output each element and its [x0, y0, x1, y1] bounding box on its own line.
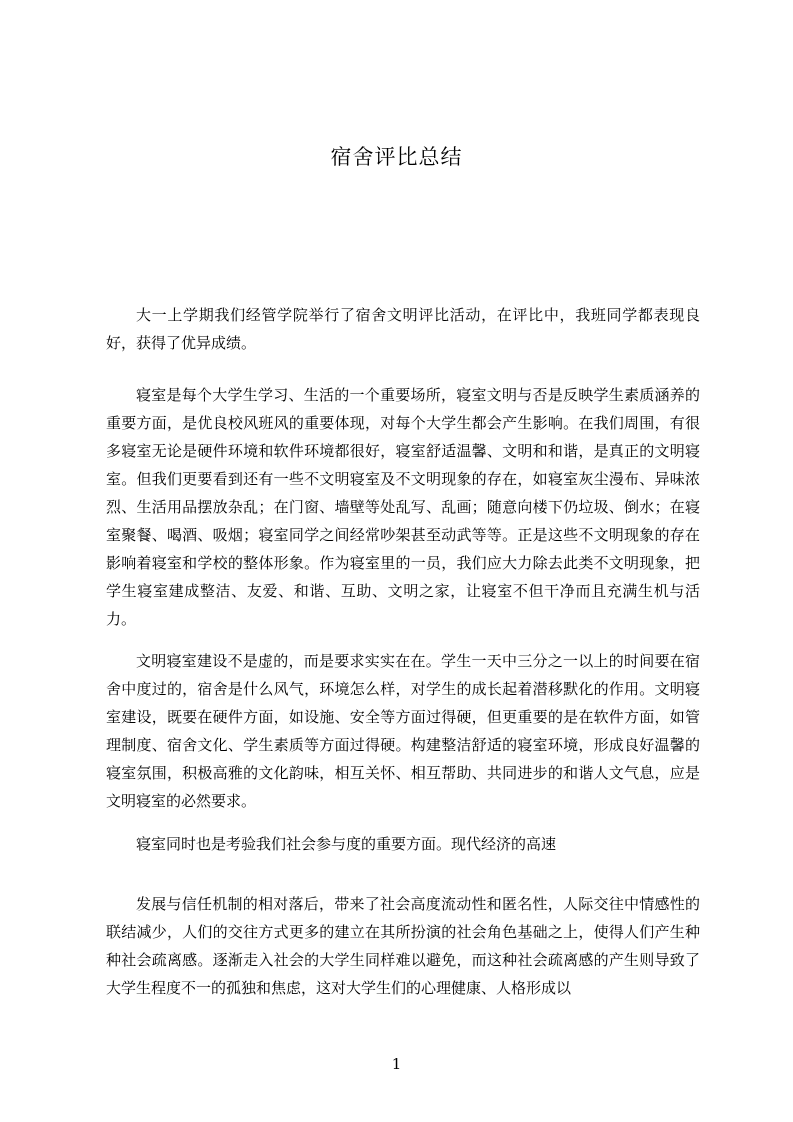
paragraph-2: 寝室是每个大学生学习、生活的一个重要场所，寝室文明与否是反映学生素质涵养的重要方面，是优良校风班风的重要体现，对每个大学生都会产生影响。在我们周围，有很多寝室无论是硬件环境和软件环境都很好，寝室舒适温馨、文明和和谐，是真正的文明寝室。但我们更要看到还有一些不文明寝室及不文明现象的存在，如寝室灰尘漫布、异味浓烈、生活用品摆放杂乱；在门窗、墙壁等处乱写、乱画；随意向楼下仍垃圾、倒水；在寝室聚餐、喝酒、吸烟；寝室同学之间经常吵架甚至动武等等。正是这些不文明现象的存在影响着寝室和学校的整体形象。作为寝室里的一员，我们应大力除去此类不文明现象，把学生寝室建成整洁、友爱、和谐、互助、文明之家，让寝室不但干净而且充满生机与活力。 [106, 386, 700, 628]
document-title: 宿舍评比总结 [330, 145, 463, 169]
paragraph-5: 发展与信任机制的相对落后，带来了社会高度流动性和匿名性，人际交往中情感性的联结减少，人们的交往方式更多的建立在其所扮演的社会角色基础之上，使得人们产生种种社会疏离感。逐渐走入社会的大学生同样难以避免，而这种社会疏离感的产生则导致了大学生程度不一的孤独和焦虑，这对大学生们的心理健康、人格形成以 [106, 895, 700, 997]
paragraph-4: 寝室同时也是考验我们社会参与度的重要方面。现代经济的高速 [136, 835, 557, 853]
page-number: 1 [391, 1055, 402, 1073]
paragraph-1: 大一上学期我们经管学院举行了宿舍文明评比活动，在评比中，我班同学都表现良好，获得了优异成绩。 [106, 306, 700, 352]
paragraph-3: 文明寝室建设不是虚的，而是要求实实在在。学生一天中三分之一以上的时间要在宿舍中度过的，宿舍是什么风气，环境怎么样，对学生的成长起着潜移默化的作用。文明寝室建设，既要在硬件方面，如设施、安全等方面过得硬，但更重要的是在软件方面，如管理制度、宿舍文化、学生素质等方面过得硬。构建整洁舒适的寝室环境，形成良好温馨的寝室氛围，积极高雅的文化韵味，相互关怀、相互帮助、共同进步的和谐人文气息，应是文明寝室的必然要求。 [106, 652, 700, 810]
